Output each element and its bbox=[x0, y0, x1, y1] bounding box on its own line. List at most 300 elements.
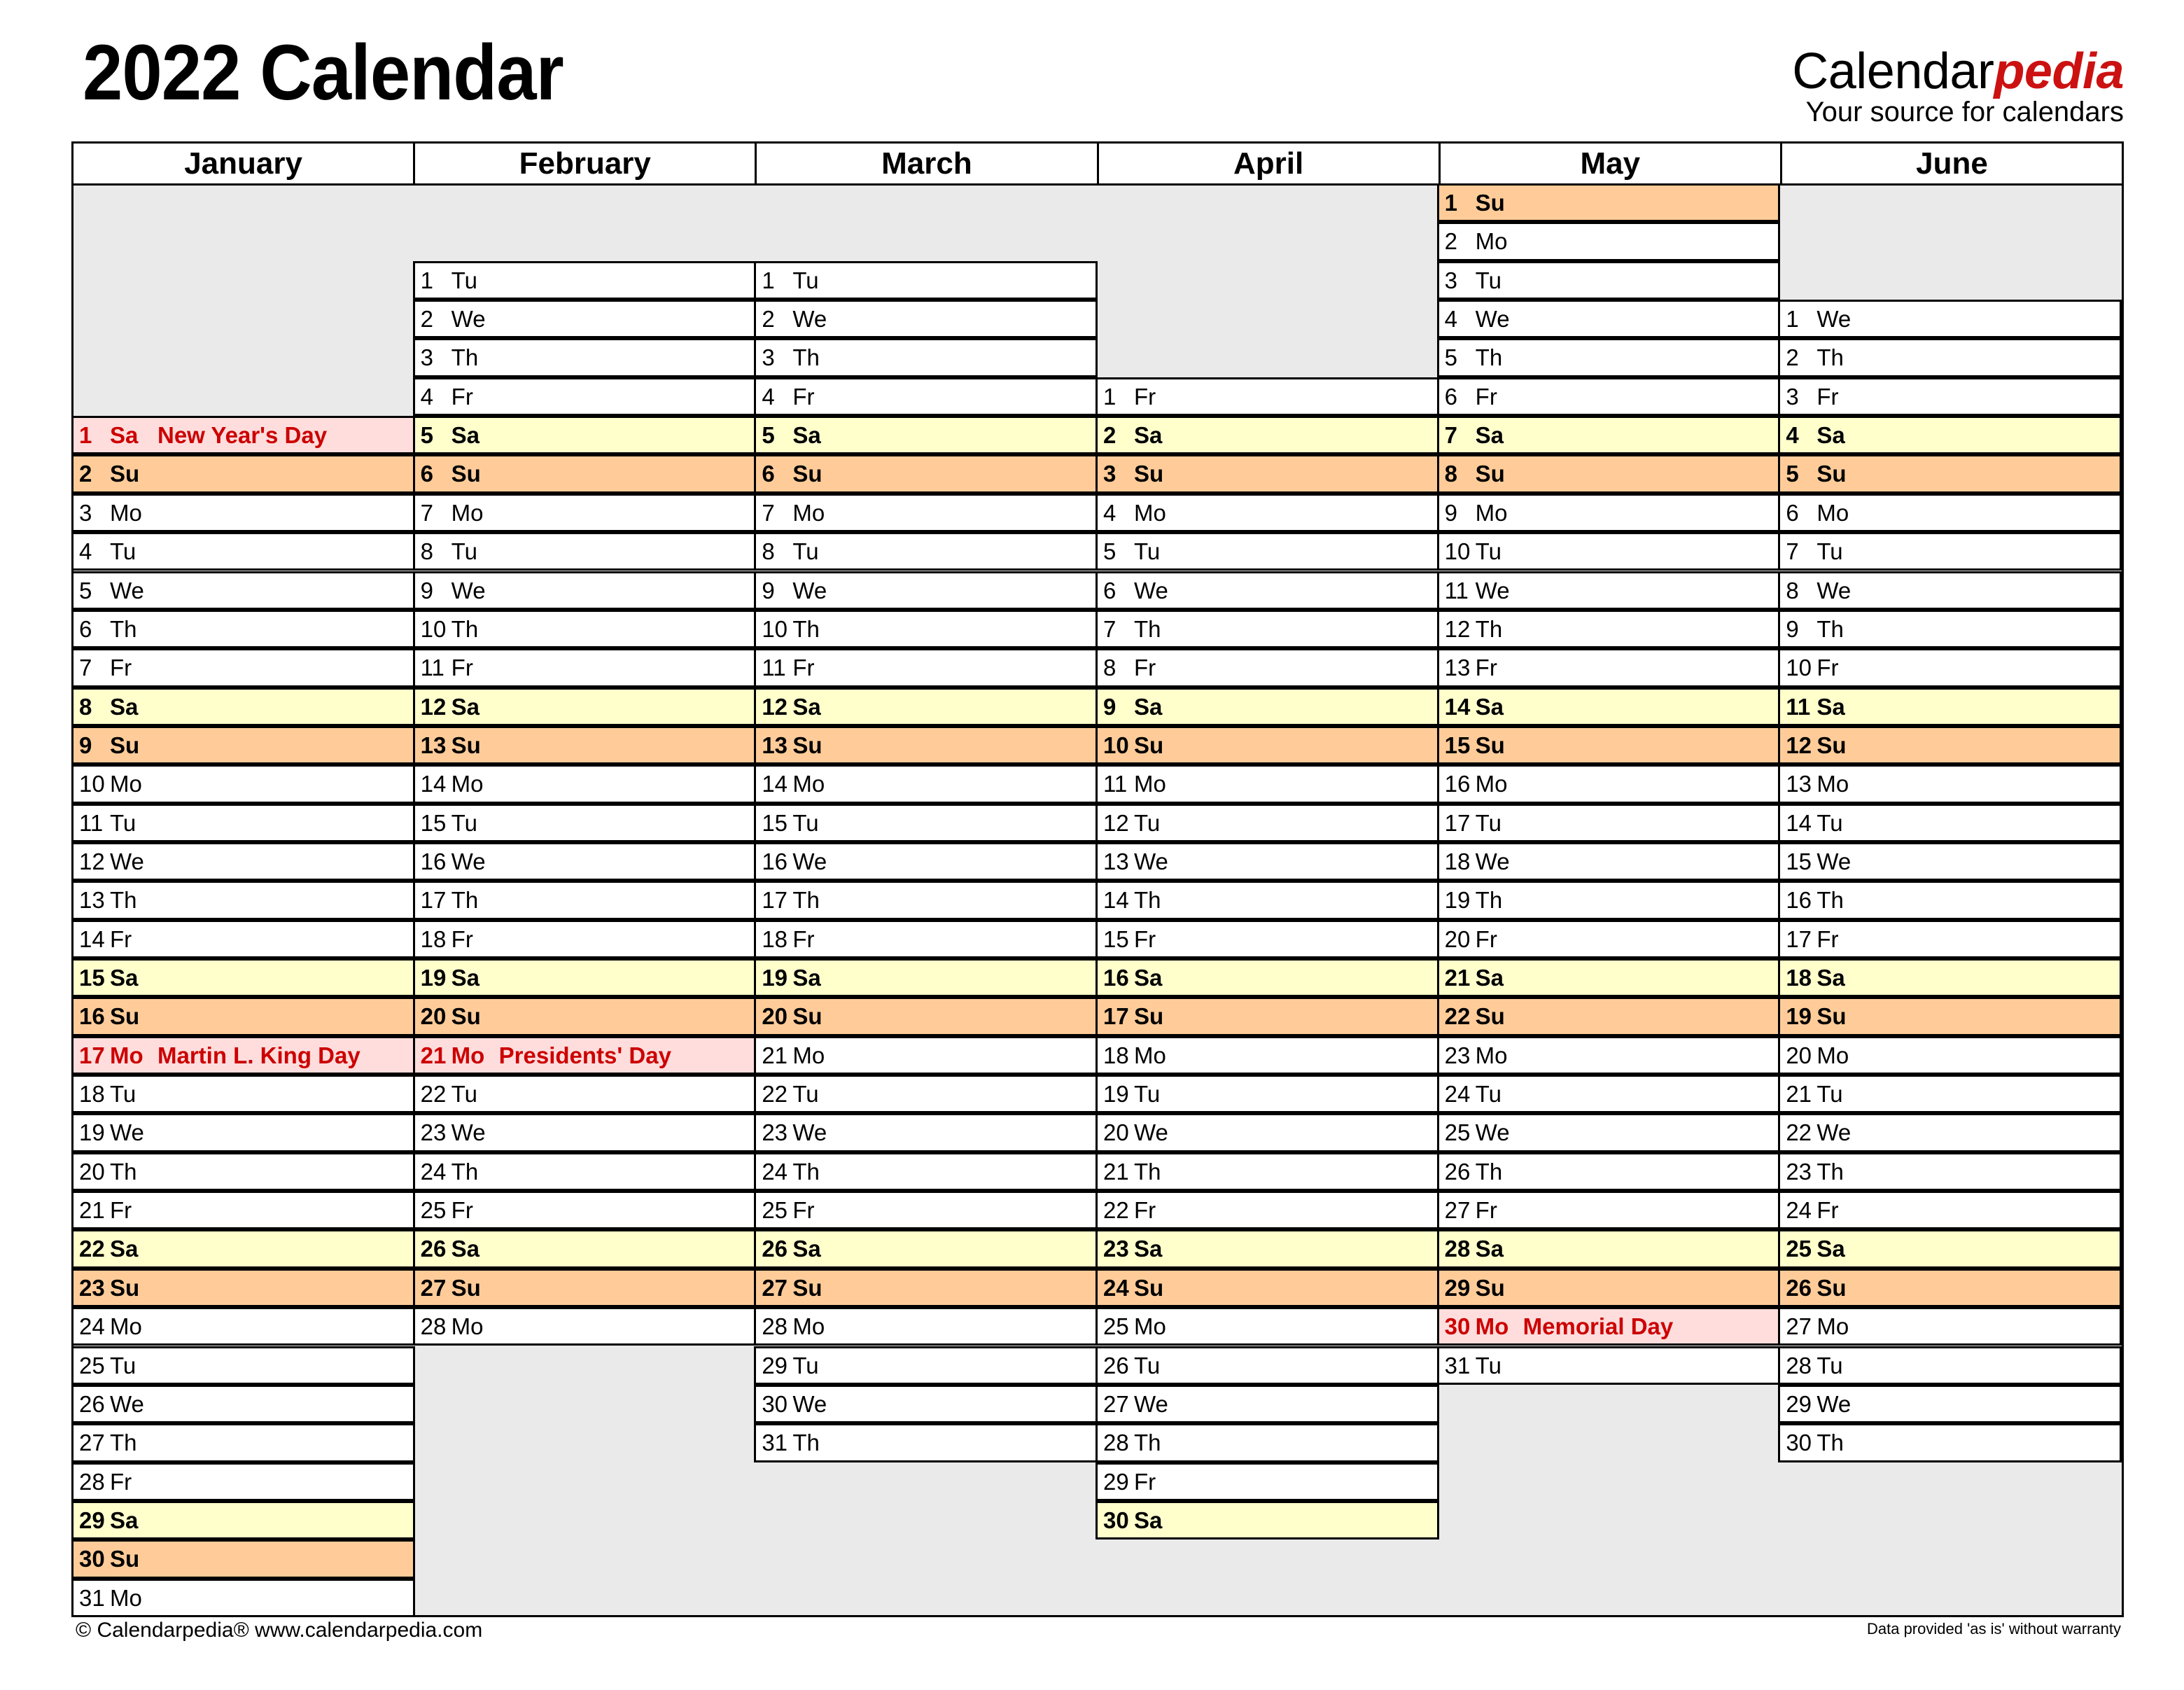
day-cell bbox=[754, 261, 1098, 300]
day-cell bbox=[413, 1075, 757, 1113]
weekday-label: Tu bbox=[110, 1081, 136, 1108]
day-cell bbox=[1096, 1152, 1439, 1191]
day-number: 16 bbox=[1103, 965, 1129, 991]
weekday-label: Sa bbox=[1816, 693, 1845, 720]
day-cell bbox=[1778, 648, 2122, 687]
day-number: 21 bbox=[1786, 1081, 1812, 1108]
day-cell bbox=[71, 1423, 415, 1462]
day-cell bbox=[1437, 1036, 1781, 1075]
day-cell bbox=[1778, 997, 2122, 1035]
weekday-label: Mo bbox=[1816, 1313, 1849, 1340]
day-number: 6 bbox=[762, 461, 775, 487]
day-number: 27 bbox=[1103, 1390, 1129, 1417]
day-cell bbox=[71, 1191, 415, 1229]
weekday-label: Mo bbox=[1816, 771, 1849, 797]
day-number: 29 bbox=[1103, 1468, 1129, 1495]
weekday-label: We bbox=[1816, 577, 1851, 603]
day-cell bbox=[1096, 804, 1439, 842]
weekday-label: Sa bbox=[792, 965, 821, 991]
weekday-label: Su bbox=[1816, 461, 1847, 487]
day-number: 10 bbox=[1444, 538, 1471, 565]
day-number: 23 bbox=[420, 1119, 447, 1146]
day-cell bbox=[1437, 300, 1781, 338]
day-number: 6 bbox=[420, 461, 434, 487]
day-number: 5 bbox=[79, 577, 92, 603]
day-cell bbox=[1437, 1269, 1781, 1307]
day-number: 11 bbox=[79, 809, 104, 836]
day-cell bbox=[754, 648, 1098, 687]
day-cell bbox=[1096, 494, 1439, 532]
day-cell bbox=[754, 958, 1098, 997]
weekday-label: Su bbox=[110, 461, 140, 487]
day-number: 22 bbox=[79, 1236, 105, 1262]
day-number: 4 bbox=[1103, 499, 1116, 526]
day-cell bbox=[413, 416, 757, 454]
day-cell bbox=[71, 1579, 415, 1617]
day-number: 21 bbox=[1444, 965, 1471, 991]
day-cell bbox=[1096, 687, 1439, 726]
day-number: 1 bbox=[1103, 383, 1116, 410]
day-cell bbox=[1096, 416, 1439, 454]
weekday-label: Sa bbox=[451, 1236, 480, 1262]
weekday-label: Sa bbox=[110, 693, 139, 720]
day-cell bbox=[1096, 1423, 1439, 1462]
day-number: 12 bbox=[1786, 732, 1812, 758]
day-cell bbox=[1778, 1269, 2122, 1307]
weekday-label: Th bbox=[1816, 344, 1844, 371]
day-cell bbox=[1437, 532, 1781, 571]
weekday-label: Su bbox=[110, 1546, 140, 1572]
day-cell bbox=[1096, 764, 1439, 803]
day-number: 15 bbox=[420, 809, 447, 836]
day-number: 14 bbox=[762, 771, 788, 797]
weekday-label: Su bbox=[451, 1003, 481, 1030]
day-cell bbox=[1778, 804, 2122, 842]
day-number: 26 bbox=[420, 1236, 447, 1262]
day-number: 10 bbox=[79, 771, 105, 797]
weekday-label: Tu bbox=[792, 1352, 819, 1378]
day-number: 13 bbox=[1786, 771, 1812, 797]
day-cell bbox=[413, 1307, 757, 1346]
weekday-label: Tu bbox=[451, 809, 477, 836]
day-cell bbox=[71, 1539, 415, 1578]
day-number: 18 bbox=[420, 926, 447, 952]
day-number: 14 bbox=[420, 771, 447, 797]
day-cell bbox=[71, 920, 415, 958]
weekday-label: Mo bbox=[451, 1313, 484, 1340]
day-number: 19 bbox=[420, 965, 447, 991]
weekday-label: Mo bbox=[110, 1042, 144, 1068]
day-cell bbox=[1437, 920, 1781, 958]
day-number: 22 bbox=[762, 1081, 788, 1108]
day-cell bbox=[413, 881, 757, 919]
day-number: 18 bbox=[1444, 848, 1471, 874]
day-cell bbox=[1778, 1036, 2122, 1075]
weekday-label: Tu bbox=[1134, 809, 1161, 836]
day-number: 23 bbox=[1103, 1236, 1129, 1262]
day-number: 9 bbox=[79, 732, 92, 758]
holiday-label: Memorial Day bbox=[1522, 1313, 1674, 1340]
weekday-label: Fr bbox=[792, 383, 815, 410]
day-cell bbox=[1437, 881, 1781, 919]
weekday-label: Tu bbox=[1475, 1081, 1502, 1108]
weekday-label: We bbox=[110, 1119, 144, 1146]
weekday-label: We bbox=[110, 1390, 144, 1417]
weekday-label: Fr bbox=[792, 926, 815, 952]
weekday-label: We bbox=[792, 848, 827, 874]
day-cell bbox=[71, 416, 415, 454]
weekday-label: Mo bbox=[451, 1042, 485, 1068]
day-cell bbox=[754, 571, 1098, 610]
weekday-label: Sa bbox=[1134, 965, 1163, 991]
weekday-label: We bbox=[451, 577, 486, 603]
day-cell bbox=[71, 997, 415, 1035]
day-number: 16 bbox=[1444, 771, 1471, 797]
day-cell bbox=[1437, 183, 1781, 222]
day-number: 26 bbox=[762, 1236, 788, 1262]
weekday-label: We bbox=[1816, 1119, 1851, 1146]
day-number: 17 bbox=[420, 887, 447, 914]
day-number: 5 bbox=[1786, 461, 1799, 487]
day-cell bbox=[1437, 1346, 1781, 1385]
day-cell bbox=[1437, 804, 1781, 842]
weekday-label: Fr bbox=[451, 926, 473, 952]
weekday-label: Mo bbox=[110, 1584, 142, 1611]
weekday-label: Sa bbox=[1475, 693, 1504, 720]
day-number: 4 bbox=[1786, 422, 1799, 449]
weekday-label: Sa bbox=[110, 1507, 139, 1533]
weekday-label: Su bbox=[1475, 1003, 1505, 1030]
day-number: 19 bbox=[762, 965, 788, 991]
day-number: 14 bbox=[1786, 809, 1812, 836]
day-cell bbox=[71, 726, 415, 764]
weekday-label: We bbox=[451, 848, 486, 874]
day-cell bbox=[1778, 494, 2122, 532]
weekday-label: Fr bbox=[451, 1197, 473, 1224]
day-number: 5 bbox=[762, 422, 775, 449]
day-cell bbox=[1778, 1423, 2122, 1462]
day-number: 11 bbox=[762, 655, 786, 681]
day-cell bbox=[1096, 532, 1439, 571]
day-number: 21 bbox=[1103, 1158, 1129, 1185]
day-number: 17 bbox=[762, 887, 788, 914]
weekday-label: We bbox=[1134, 848, 1168, 874]
day-number: 17 bbox=[1103, 1003, 1129, 1030]
day-number: 15 bbox=[79, 965, 105, 991]
day-number: 4 bbox=[762, 383, 775, 410]
day-number: 25 bbox=[420, 1197, 447, 1224]
weekday-label: Fr bbox=[110, 1197, 132, 1224]
weekday-label: Mo bbox=[1134, 499, 1166, 526]
weekday-label: Su bbox=[1475, 732, 1505, 758]
day-number: 8 bbox=[1786, 577, 1799, 603]
weekday-label: Tu bbox=[792, 267, 819, 293]
day-number: 13 bbox=[1444, 655, 1471, 681]
day-cell bbox=[1096, 1385, 1439, 1423]
day-number: 20 bbox=[1103, 1119, 1129, 1146]
day-cell bbox=[71, 1462, 415, 1501]
weekday-label: Th bbox=[1134, 1158, 1161, 1185]
weekday-label: Sa bbox=[1816, 1236, 1845, 1262]
day-cell bbox=[754, 1113, 1098, 1152]
weekday-label: Su bbox=[1475, 461, 1505, 487]
day-number: 10 bbox=[762, 615, 788, 642]
day-number: 8 bbox=[79, 693, 92, 720]
weekday-label: Tu bbox=[1816, 1081, 1843, 1108]
weekday-label: Fr bbox=[1134, 655, 1156, 681]
day-cell bbox=[413, 454, 757, 493]
day-number: 4 bbox=[1444, 306, 1458, 333]
day-number: 23 bbox=[762, 1119, 788, 1146]
day-cell bbox=[1437, 1113, 1781, 1152]
day-cell bbox=[413, 958, 757, 997]
day-number: 30 bbox=[1786, 1430, 1812, 1456]
day-cell bbox=[1096, 1346, 1439, 1385]
day-number: 6 bbox=[79, 615, 92, 642]
day-number: 1 bbox=[1786, 306, 1799, 333]
day-cell bbox=[413, 494, 757, 532]
weekday-label: Sa bbox=[1134, 422, 1163, 449]
weekday-label: Fr bbox=[1134, 383, 1156, 410]
day-cell bbox=[754, 1385, 1098, 1423]
weekday-label: Fr bbox=[110, 1468, 132, 1495]
day-cell bbox=[413, 648, 757, 687]
weekday-label: Th bbox=[1475, 887, 1503, 914]
weekday-label: Th bbox=[792, 344, 820, 371]
weekday-label: Th bbox=[451, 344, 479, 371]
weekday-label: Mo bbox=[1475, 771, 1508, 797]
day-cell bbox=[1096, 1113, 1439, 1152]
weekday-label: Th bbox=[1134, 1430, 1161, 1456]
weekday-label: We bbox=[451, 306, 486, 333]
day-cell bbox=[1437, 610, 1781, 648]
day-cell bbox=[1778, 571, 2122, 610]
weekday-label: Tu bbox=[1475, 267, 1502, 293]
day-cell bbox=[413, 764, 757, 803]
day-cell bbox=[1778, 454, 2122, 493]
day-cell bbox=[71, 494, 415, 532]
day-cell bbox=[1778, 338, 2122, 377]
day-cell bbox=[71, 1346, 415, 1385]
weekday-label: Su bbox=[792, 1274, 822, 1301]
day-number: 13 bbox=[1103, 848, 1129, 874]
day-number: 1 bbox=[420, 267, 434, 293]
day-number: 17 bbox=[1786, 926, 1812, 952]
day-cell bbox=[1778, 764, 2122, 803]
weekday-label: Fr bbox=[1816, 383, 1839, 410]
day-number: 21 bbox=[79, 1197, 105, 1224]
day-cell bbox=[1437, 261, 1781, 300]
day-number: 14 bbox=[79, 926, 105, 952]
weekday-label: Sa bbox=[110, 422, 139, 449]
day-cell bbox=[1778, 726, 2122, 764]
day-cell bbox=[1437, 1191, 1781, 1229]
day-cell bbox=[1096, 1075, 1439, 1113]
weekday-label: Sa bbox=[1134, 693, 1163, 720]
weekday-label: Th bbox=[1134, 887, 1161, 914]
day-number: 12 bbox=[79, 848, 105, 874]
day-cell bbox=[1437, 1075, 1781, 1113]
day-number: 12 bbox=[762, 693, 788, 720]
weekday-label: Sa bbox=[451, 422, 480, 449]
day-number: 8 bbox=[1103, 655, 1116, 681]
day-cell bbox=[71, 1036, 415, 1075]
weekday-label: Sa bbox=[451, 965, 480, 991]
day-cell bbox=[1437, 338, 1781, 377]
day-number: 3 bbox=[762, 344, 775, 371]
day-number: 28 bbox=[1786, 1352, 1812, 1378]
day-cell bbox=[754, 726, 1098, 764]
day-cell bbox=[754, 920, 1098, 958]
weekday-label: Th bbox=[451, 1158, 479, 1185]
day-number: 23 bbox=[1444, 1042, 1471, 1068]
day-cell bbox=[754, 804, 1098, 842]
weekday-label: Mo bbox=[451, 771, 484, 797]
day-number: 23 bbox=[1786, 1158, 1812, 1185]
weekday-label: Tu bbox=[1134, 538, 1161, 565]
day-number: 29 bbox=[79, 1507, 105, 1533]
day-number: 25 bbox=[1786, 1236, 1812, 1262]
weekday-label: Mo bbox=[110, 499, 142, 526]
day-cell bbox=[754, 1075, 1098, 1113]
weekday-label: Mo bbox=[451, 499, 484, 526]
day-cell bbox=[754, 764, 1098, 803]
day-cell bbox=[71, 1385, 415, 1423]
day-number: 21 bbox=[420, 1042, 447, 1068]
weekday-label: We bbox=[1475, 1119, 1510, 1146]
day-number: 10 bbox=[420, 615, 447, 642]
day-number: 24 bbox=[79, 1313, 105, 1340]
weekday-label: We bbox=[1816, 1390, 1851, 1417]
weekday-label: Fr bbox=[1134, 1468, 1156, 1495]
day-number: 23 bbox=[79, 1274, 105, 1301]
weekday-label: Su bbox=[1475, 1274, 1505, 1301]
weekday-label: Mo bbox=[1475, 1042, 1508, 1068]
month-header-may: May bbox=[1441, 144, 1782, 183]
day-number: 22 bbox=[1444, 1003, 1471, 1030]
weekday-label: Su bbox=[1816, 732, 1847, 758]
weekday-label: Tu bbox=[1816, 538, 1843, 565]
day-number: 10 bbox=[1103, 732, 1129, 758]
day-cell bbox=[1096, 454, 1439, 493]
weekday-label: Mo bbox=[110, 771, 142, 797]
day-number: 7 bbox=[1786, 538, 1799, 565]
day-number: 28 bbox=[79, 1468, 105, 1495]
month-header-march: March bbox=[757, 144, 1098, 183]
weekday-label: Tu bbox=[1134, 1081, 1161, 1108]
day-number: 13 bbox=[420, 732, 447, 758]
day-number: 25 bbox=[79, 1352, 105, 1378]
day-number: 27 bbox=[762, 1274, 788, 1301]
weekday-label: We bbox=[792, 577, 827, 603]
day-number: 28 bbox=[1444, 1236, 1471, 1262]
weekday-label: Th bbox=[792, 1158, 820, 1185]
day-cell bbox=[754, 300, 1098, 338]
day-cell bbox=[1096, 1229, 1439, 1268]
weekday-label: Fr bbox=[1134, 1197, 1156, 1224]
brand-name bbox=[1792, 43, 2124, 99]
day-number: 25 bbox=[1103, 1313, 1129, 1340]
weekday-label: Su bbox=[1134, 461, 1164, 487]
day-cell bbox=[754, 1346, 1098, 1385]
day-number: 29 bbox=[1786, 1390, 1812, 1417]
weekday-label: Su bbox=[1134, 1274, 1164, 1301]
day-number: 26 bbox=[1444, 1158, 1471, 1185]
day-number: 15 bbox=[762, 809, 788, 836]
day-cell bbox=[1096, 571, 1439, 610]
day-cell bbox=[1778, 377, 2122, 416]
day-cell bbox=[71, 958, 415, 997]
weekday-label: Tu bbox=[451, 538, 477, 565]
weekday-label: Tu bbox=[1134, 1352, 1161, 1378]
day-number: 7 bbox=[1444, 422, 1458, 449]
weekday-label: Su bbox=[110, 1003, 140, 1030]
weekday-label: Tu bbox=[792, 1081, 819, 1108]
day-cell bbox=[1778, 1075, 2122, 1113]
day-cell bbox=[1096, 1307, 1439, 1346]
day-number: 2 bbox=[762, 306, 775, 333]
day-cell bbox=[413, 610, 757, 648]
weekday-label: Sa bbox=[1475, 422, 1504, 449]
day-cell bbox=[71, 1501, 415, 1539]
day-number: 5 bbox=[420, 422, 434, 449]
weekday-label: Sa bbox=[1134, 1507, 1163, 1533]
day-number: 30 bbox=[79, 1546, 105, 1572]
weekday-label: Th bbox=[1134, 615, 1161, 642]
day-cell bbox=[1437, 648, 1781, 687]
day-number: 22 bbox=[420, 1081, 447, 1108]
day-number: 30 bbox=[1103, 1507, 1129, 1533]
weekday-label: Mo bbox=[1816, 1042, 1849, 1068]
day-cell bbox=[754, 687, 1098, 726]
weekday-label: Su bbox=[1134, 1003, 1164, 1030]
day-cell bbox=[413, 300, 757, 338]
day-number: 25 bbox=[1444, 1119, 1471, 1146]
day-number: 3 bbox=[79, 499, 92, 526]
day-number: 2 bbox=[1444, 228, 1458, 255]
day-number: 28 bbox=[762, 1313, 788, 1340]
day-number: 16 bbox=[420, 848, 447, 874]
day-cell bbox=[71, 610, 415, 648]
weekday-label: Sa bbox=[1134, 1236, 1163, 1262]
weekday-label: Sa bbox=[110, 965, 139, 991]
calendar-grid bbox=[71, 141, 2124, 1617]
day-number: 9 bbox=[420, 577, 434, 603]
weekday-label: Th bbox=[110, 887, 137, 914]
weekday-label: Su bbox=[1134, 732, 1164, 758]
day-number: 3 bbox=[1786, 383, 1799, 410]
day-cell bbox=[1778, 416, 2122, 454]
day-cell bbox=[1778, 1113, 2122, 1152]
day-number: 18 bbox=[79, 1081, 105, 1108]
weekday-label: Mo bbox=[792, 499, 825, 526]
day-number: 14 bbox=[1444, 693, 1471, 720]
weekday-label: Su bbox=[792, 1003, 822, 1030]
day-cell bbox=[71, 1152, 415, 1191]
weekday-label: Th bbox=[792, 1430, 820, 1456]
day-number: 14 bbox=[1103, 887, 1129, 914]
weekday-label: Th bbox=[1475, 1158, 1503, 1185]
day-number: 24 bbox=[1786, 1197, 1812, 1224]
day-number: 7 bbox=[762, 499, 775, 526]
weekday-label: Mo bbox=[110, 1313, 142, 1340]
weekday-label: We bbox=[110, 577, 144, 603]
day-number: 11 bbox=[1103, 771, 1128, 797]
weekday-label: Mo bbox=[792, 1313, 825, 1340]
day-number: 2 bbox=[420, 306, 434, 333]
day-number: 30 bbox=[762, 1390, 788, 1417]
weekday-label: We bbox=[1816, 848, 1851, 874]
